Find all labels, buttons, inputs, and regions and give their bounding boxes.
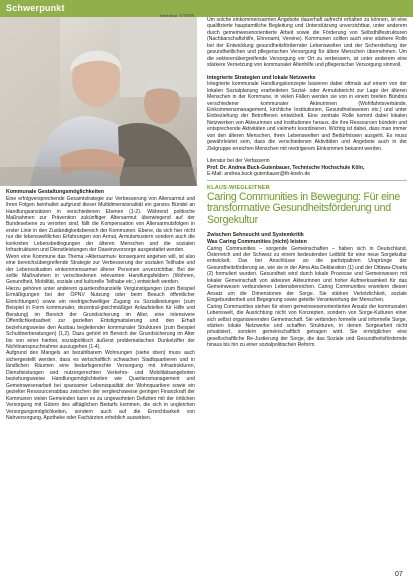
body-paragraph: Caring Communities stehen für einen gemeinwesenorientierten Ansatz der kommunalen Lebenswelt, die Ausrichtung nicht von Konzepten, sondern von Sorge-Kulturen einer sich selbst organisierenden Gemeinschaft. Sie verbinden formelle und informelle Sorge, stärken lokale Netzwerke und schaffen Strukturen, in denen Sorgearbeit nicht privatisiert, sondern gemeinschaftlich getragen wird. Sie ermöglichen eine gesellschaftliche Re-Justierung der Sorge, die das Soziale und Gesundheitsfördernde hinaus bis hin zu einer sozialpolitischen Reform. [207, 303, 407, 349]
body-paragraph: Integrierte kommunale Handlungskonzepte basieren dabei oftmals auf einem von der lokalen Sozialplanung erarbeiteten Sozial- oder Armutsbericht zur Lage der älteren Menschen in der Kommune, in vielen Fällen werden sie von in einem breiten Bündnis verschiedener kommunaler Akteurinnen (Wohlfahrtsverbände, Einkommensmanagement, kirchliche Institutionen, Gesundheitswesen etc.) und unter Einbeziehung der Betroffenen entwickelt. Eine zentrale Rolle kommt dabei lokalen Netzwerken von Akteurinnen und Institutionen heraus, die ihre Ressourcen bündeln und entsprechende Aktivitäten und vielmehr koordinieren. Wichtig ist dabei, dass man immer von den älteren Menschen, ihren Lebenswelten und Bedürfnissen ausgeht. Es muss gewährleistet sein, dass die verschiedenen Aktivitäten und Angebote auch in der Zielgruppe erreichen Menschen mit niedrigerem Einkommen bekannt werden. [207, 81, 407, 152]
section-heading: Kommunale Gestaltungsmöglichkeiten [6, 189, 105, 195]
article-kicker: KLAUS-WIEGLEITNER [207, 184, 270, 191]
left-text-column [6, 189, 195, 421]
body-paragraph: Caring Communities – sorgende Gemeinschaften – haben sich in Deutschland, Österreich und der Schweiz zu einem bedeutenden Leitbild für eine neue Sorgekultur entwickelt. Das bei Anschlüsse an die partizipativen Ursprünge der Gesundheitsförderung an, wie sie in der Alma Ata Deklaration (1) und der Ottawa-Charta (2) formuliert wurden. Gesundheit wird durch lokale Prozesse und Gemeinwesen mit lokaler Gemeinschaft von akteuren Akteurinnen und hoher Aufmerksamkeit für das Gemeinwesen verbundenen Lebensbereichen. Caring Communities erweitern diesen Ansatz um die Dimensionen der Sorge. Sie stärken Verletzlichkeit, soziale Eingebundenheit und Begegnung sowie geteilte Verantwortung der Menschen. [207, 245, 407, 304]
section-header-bar [0, 0, 413, 17]
author-name: Prof. Dr. Andrea Buck-Gutenbauer, Technische Hochschule Köln, [207, 164, 365, 171]
page-number: 07 [395, 571, 403, 578]
elderly-people-illustration [0, 17, 197, 186]
author-email[interactable]: E-Mail: andrea.buck-gutenbauer@th-koeln.de [207, 171, 311, 178]
body-paragraph: Aufgrund des Mangels an bezahlbarem Wohnungen (siehe oben) muss auch sichergestellt werden, dass es wirtschaftlich schwachen Stadtquartieren und in ländlichen Räumen eine bedarfsgerechte Versorgung mit Infrastrukturen, Dienstleistungen und nutzergerechten Verkehrs- und Mobilitätsangeboten beziehungsweise Handlungsmöglichkeiten wie Quartiersmanagement und Gemeinwesenarbeit bei sparsamer Lebensqualität der Wohnquartiere sowie ein gezielter Ressourcenabbau zwischen der vergleichsweise geringen Finanzkraft der Kommunen vielen Gemeinden kann es zu ungewohnten Defiziten mit der örtlichen Versorgung mit Gütern des alltäglichen Bedarfs kommen, die sich in ungleichen Versorgungsmöglichkeiten, sondern auch auf die Erreichbarkeit von Nahversorgung, Apotheke oder Fachärzten erheblich auswirken. [6, 350, 195, 421]
section-heading: Zwischen Sehnsucht und Systemkritik [207, 232, 304, 239]
body-paragraph: Eine erfolgversprechende Gesamtstrategie zur Verbesserung von Altersarmut und ihren Folgen beinhaltet aufgrund dieser Multidimensionalität ein ganzes Bündel an Handlungsansätzen in verschiedenen Ebenen (1-2). Während politische Maßnahmen zur Prävention zukünftiger Altersarmut überwiegend auf der Bundesebene zu verorten sind, fällt die Kompensation von Altersarmutsfolgen in erster Linie in den Zuständigkeitsbereich der Kommunen. Ebene, da sich hier nicht nur die lebensweltlichen Erfahrungen von Armut, Armutsmustern sondern auch die konkreten Lebensbedingungen der älteren Menschen und die sozialen Infrastrukturen und Dienstleistungen der Daseinsvorsorge ausgestaltet werden. [6, 195, 195, 254]
divider [207, 180, 407, 181]
section-subheading: Was Caring Communities (nicht) leisten [207, 238, 307, 245]
section-label: Schwerpunkt [6, 3, 65, 13]
body-paragraph: Wenn eine Kommune das Thema »Altersarmut« konsequent angehen will, ist also eine bereichsübergreifende Strategie zur Verbesserung der sozialen Teilhabe und der Lebenssituation einkommensarmer älterer Personen unverzichtbar. Bei der sollte Maßnahmen in verschiedenen relevanten Handlungsfeldern (Wohnen, Gesundheit, Mobilität, soziale und kulturelle Teilhabe etc.) entwickelt werden. [6, 253, 195, 286]
body-paragraph: Um solche einkommensarmen Angebote dauerhaft aufrecht erhalten zu können, ist eine qualifizierte hauptamtliche Begleitung und Unterstützung unverzichtbar, unter anderem durch gemeinwesenorientierte Arbeit sowie die Förderung von Selbsthilfestrukturen (Nachbarschaftshilfe, Ehrenamt, Vereine). Kommunen sollten auch eine stärkere Rolle bei der Entwicklung gesundheitsfördernder Lebenswelten und der Sicherstellung der gesundheitlichen und pflegerischen Versorgung für ältere Menschen übernehmen. Um die sektorenübergreifende Versorgung vor Ort zu verbessern, ist unter anderem eine stärkere Vernetzung von kommunaler Altenhilfe und pflegerischer Versorgung sinnvoll. [207, 17, 407, 69]
article-photo [0, 17, 197, 186]
body-paragraph: Hierzu gehören unter anderem quartiersfinanzielle Vergünstigungen (zum Beispiel Ermäßigungen bei der ÖPNV Nutzung oder beim Besuch öffentlicher Einrichtungen) sowie ein niedrigschwelliger Zugang zu Sozialleistungen (zum Beispiel in Form kommunaler, dezentral-gleichmäßiger Anlaufstellen für Hilfe und Beratung) im Bereich der Grundsicherung im Alter, eine intensivere Öffentlichkeitsarbeit zur gezielten Entstigmatisierung und den Erhalt beziehungsweise den Ausbau begleitender kommunaler Strukturen (zum Beispiel Schuldnerberatungen) (1,2). Dazu gehört im Bereich der Grundsicherung im Alter bis von einer hierbei, sozialpolitisch äußerst problematischen Dunkelziffer der Nichtinanspruchnahme auszugehen (1-4). [6, 285, 195, 351]
article-title: Caring Communities in Bewegung: Für eine transformative Gesundheitsförderung und Sorgekultur [207, 190, 400, 226]
section-heading: Integrierte Strategien und lokale Netzwerke [207, 74, 316, 81]
right-text-column [207, 17, 407, 349]
literature-note: Literatur bei der Verfasserin [207, 158, 270, 165]
